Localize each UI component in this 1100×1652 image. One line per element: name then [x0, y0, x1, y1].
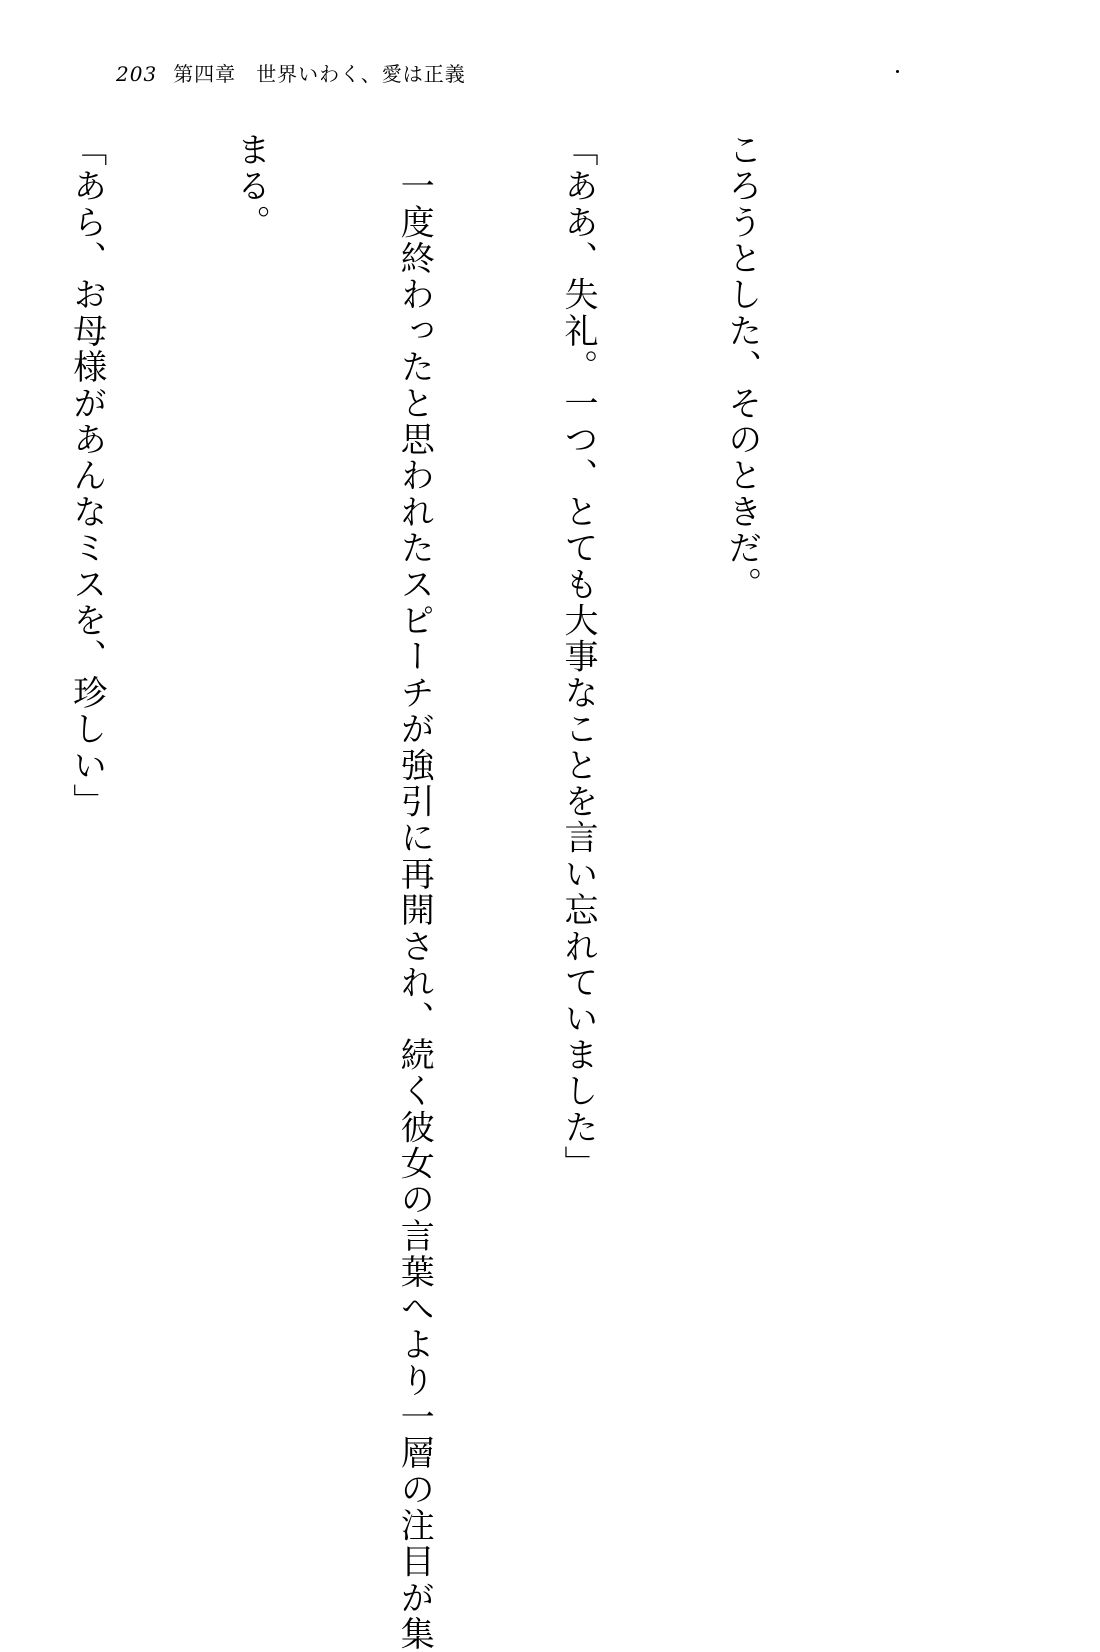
text-line: 「あら、お母様があんなミスを、珍しい」 — [66, 132, 107, 820]
chapter-label: 第四章 — [173, 62, 237, 86]
text-line: ころうとした、そのときだ。 — [721, 132, 762, 603]
text-line: まる。 — [230, 132, 271, 241]
chapter-title: 世界いわく、愛は正義 — [256, 62, 466, 86]
running-header — [116, 62, 466, 86]
text-line: 一度終わったと思われたスピーチが強引に再開され、続く彼女の言葉へより一層の注目が集 — [394, 132, 435, 1652]
vertical-body-text — [0, 132, 878, 1652]
text-line: 「ああ、失礼。一つ、とても大事なことを言い忘れていました」 — [558, 132, 599, 1182]
print-speck — [896, 70, 899, 73]
page-number: 203 — [116, 62, 158, 86]
